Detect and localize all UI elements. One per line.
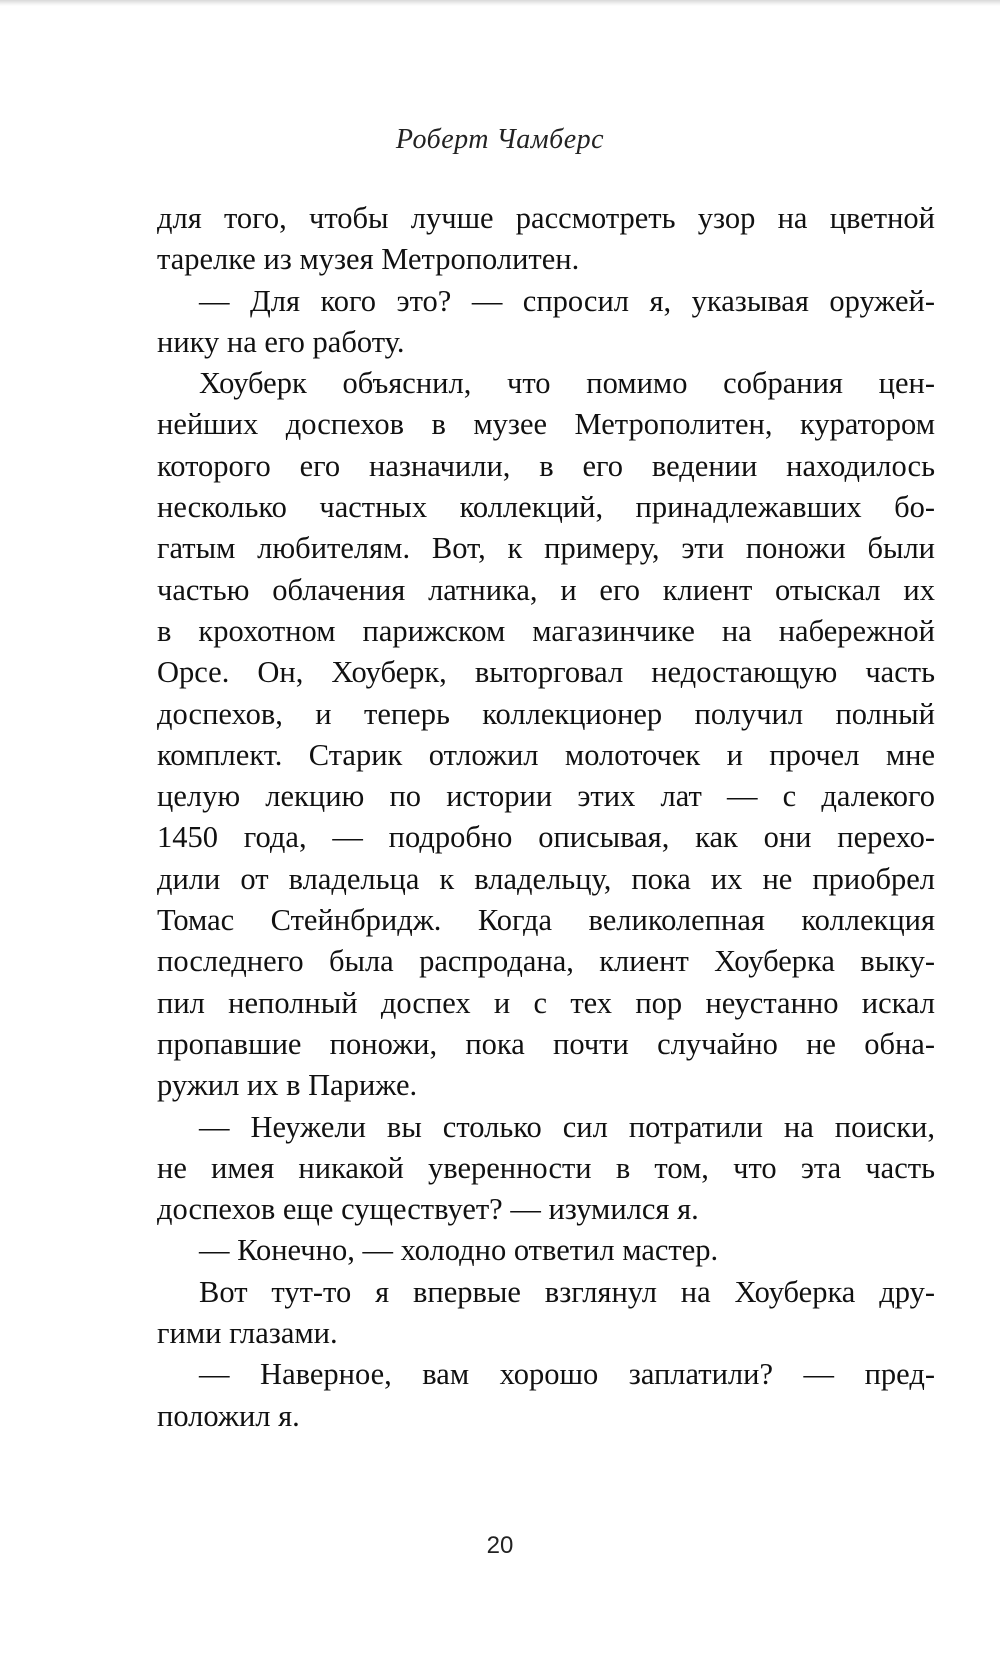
running-header-author: Роберт Чамберс: [395, 124, 605, 155]
text-line: несколько частных коллекций, принадлежавших бо-: [157, 490, 935, 525]
text-line: гатым любителям. Вот, к примеру, эти поножи были: [157, 531, 935, 566]
text-line: пил неполный доспех и с тех пор неустанно искал: [157, 985, 935, 1020]
text-line: комплект. Старик отложил молоточек и прочел мне: [157, 737, 935, 772]
text-line: — Для кого это? — спросил я, указывая оружей-: [199, 283, 935, 318]
body-text: [157, 198, 935, 1437]
text-line: не имея никакой уверенности в том, что эта часть: [157, 1150, 935, 1185]
text-line: Хоуберк объяснил, что помимо собрания цен-: [199, 366, 935, 401]
text-line: доспехов, и теперь коллекционер получил полный: [157, 696, 935, 731]
page-top-edge: [0, 0, 1000, 6]
text-line: Томас Стейнбридж. Когда великолепная коллекция: [157, 903, 935, 938]
text-line: дили от владельца к владельцу, пока их не приобрел: [157, 861, 935, 896]
text-line: которого его назначили, в его ведении находилось: [157, 448, 935, 483]
text-line: 1450 года, — подробно описывая, как они перехо-: [157, 820, 935, 855]
text-line: — Неужели вы столько сил потратили на поиски,: [199, 1109, 935, 1144]
text-line: нейших доспехов в музее Метрополитен, куратором: [157, 407, 935, 442]
text-line: целую лекцию по истории этих лат — с далекого: [157, 779, 935, 814]
text-line: доспехов еще существует? — изумился я.: [157, 1192, 699, 1227]
text-line: Орсе. Он, Хоуберк, выторговал недостающую часть: [157, 655, 935, 690]
text-line: нику на его работу.: [157, 324, 405, 359]
text-line: ружил их в Париже.: [157, 1068, 418, 1103]
text-line: — Наверное, вам хорошо заплатили? — пред-: [199, 1357, 935, 1392]
text-line: в крохотном парижском магазинчике на набережной: [157, 613, 935, 648]
text-line: пропавшие поножи, пока почти случайно не обна-: [157, 1026, 935, 1061]
text-line: гими глазами.: [157, 1316, 338, 1351]
text-line: тарелке из музея Метрополитен.: [157, 242, 580, 277]
text-line: для того, чтобы лучше рассмотреть узор на цветной: [157, 201, 935, 235]
page-number: 20: [486, 1532, 514, 1559]
text-line: Вот тут-то я впервые взглянул на Хоуберка дру-: [199, 1274, 935, 1309]
text-line: — Конечно, — холодно ответил мастер.: [199, 1233, 719, 1268]
text-line: частью облачения латника, и его клиент отыскал их: [157, 572, 935, 607]
text-line: последнего была распродана, клиент Хоуберка выку-: [157, 944, 935, 979]
text-line: положил я.: [157, 1398, 300, 1433]
